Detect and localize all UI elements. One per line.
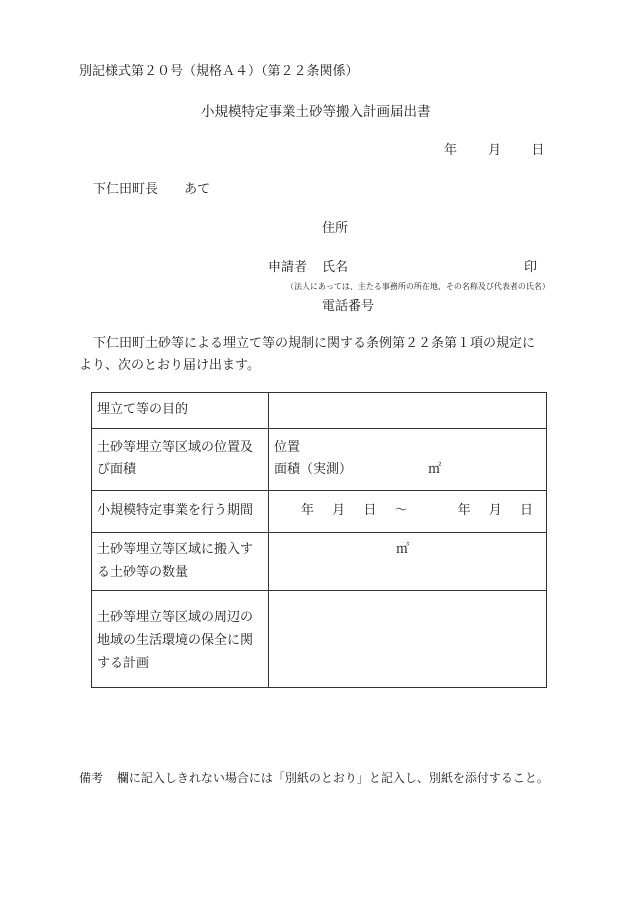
applicant-label: 申請者 xyxy=(268,260,308,275)
remarks-text: 欄に記入しきれない場合には「別紙のとおり」と記入し、別紙を添付すること。 xyxy=(116,771,549,785)
phone-label: 電話番号 xyxy=(322,299,375,314)
name-label: 氏名 xyxy=(322,260,349,275)
period-label: 小規模特定事業を行う期間 xyxy=(92,490,269,532)
volume-field[interactable] xyxy=(269,532,547,591)
environment-plan-label xyxy=(92,591,269,688)
purpose-label: 埋立て等の目的 xyxy=(92,393,269,429)
period-end-day: 日 xyxy=(519,502,533,518)
address-label: 住所 xyxy=(322,221,349,236)
period-end-year: 年 xyxy=(457,502,471,518)
table-row xyxy=(92,591,547,688)
period-start-day: 日 xyxy=(363,502,377,518)
location-label-line2: び面積 xyxy=(97,462,137,478)
period-start-month: 月 xyxy=(332,502,346,518)
purpose-field[interactable] xyxy=(269,393,547,429)
application-table xyxy=(91,392,547,688)
location-area-field[interactable] xyxy=(269,428,547,490)
date-day: 日 xyxy=(531,143,545,158)
volume-label-line1: 土砂等埋立等区域に搬入す xyxy=(97,541,254,557)
area-field-row xyxy=(274,459,541,482)
location-label xyxy=(92,428,269,490)
table-row xyxy=(92,428,547,490)
addressee-suffix: あて xyxy=(184,182,211,197)
period-start-year: 年 xyxy=(301,502,315,518)
period-field[interactable] xyxy=(269,490,547,532)
table-row xyxy=(92,490,547,532)
area-unit: ㎡ xyxy=(428,462,442,478)
env-label-line2: 地域の生活環境の保全に関 xyxy=(97,633,254,648)
submission-date xyxy=(444,143,544,159)
location-label-line1: 土砂等埋立等区域の位置及 xyxy=(97,439,254,455)
volume-label-line2: る土砂等の数量 xyxy=(97,564,189,580)
area-field-label: 面積（実測） xyxy=(274,462,353,478)
environment-plan-field[interactable] xyxy=(269,591,547,688)
date-year: 年 xyxy=(444,143,458,158)
addressee-name: 下仁田町長 xyxy=(93,182,159,197)
remarks-label: 備考 xyxy=(79,771,104,785)
seal-mark: 印 xyxy=(524,260,538,275)
date-month: 月 xyxy=(488,143,502,158)
body-text-line1: 下仁田町土砂等による埋立て等の規制に関する条例第２２条第１項の規定に xyxy=(93,336,536,351)
env-label-line1: 土砂等埋立等区域の周辺の xyxy=(97,610,254,626)
period-separator: ～ xyxy=(394,502,408,518)
addressee xyxy=(93,182,210,198)
period-end-month: 月 xyxy=(488,502,502,518)
env-label-line3: する計画 xyxy=(97,655,150,671)
form-number: 別記様式第２０号（規格Ａ４）（第２２条関係） xyxy=(79,64,359,79)
document-title: 小規模特定事業土砂等搬入計画届出書 xyxy=(201,104,431,120)
volume-label xyxy=(92,532,269,591)
corporate-note: （法人にあっては、主たる事務所の所在地、その名称及び代表者の氏名） xyxy=(286,282,550,291)
table-row xyxy=(92,393,547,429)
table-row xyxy=(92,532,547,591)
volume-unit: ㎥ xyxy=(396,541,410,557)
location-field-label: 位置 xyxy=(274,439,301,455)
remarks xyxy=(79,771,549,785)
body-text-line2: より、次のとおり届け出ます。 xyxy=(79,358,260,373)
